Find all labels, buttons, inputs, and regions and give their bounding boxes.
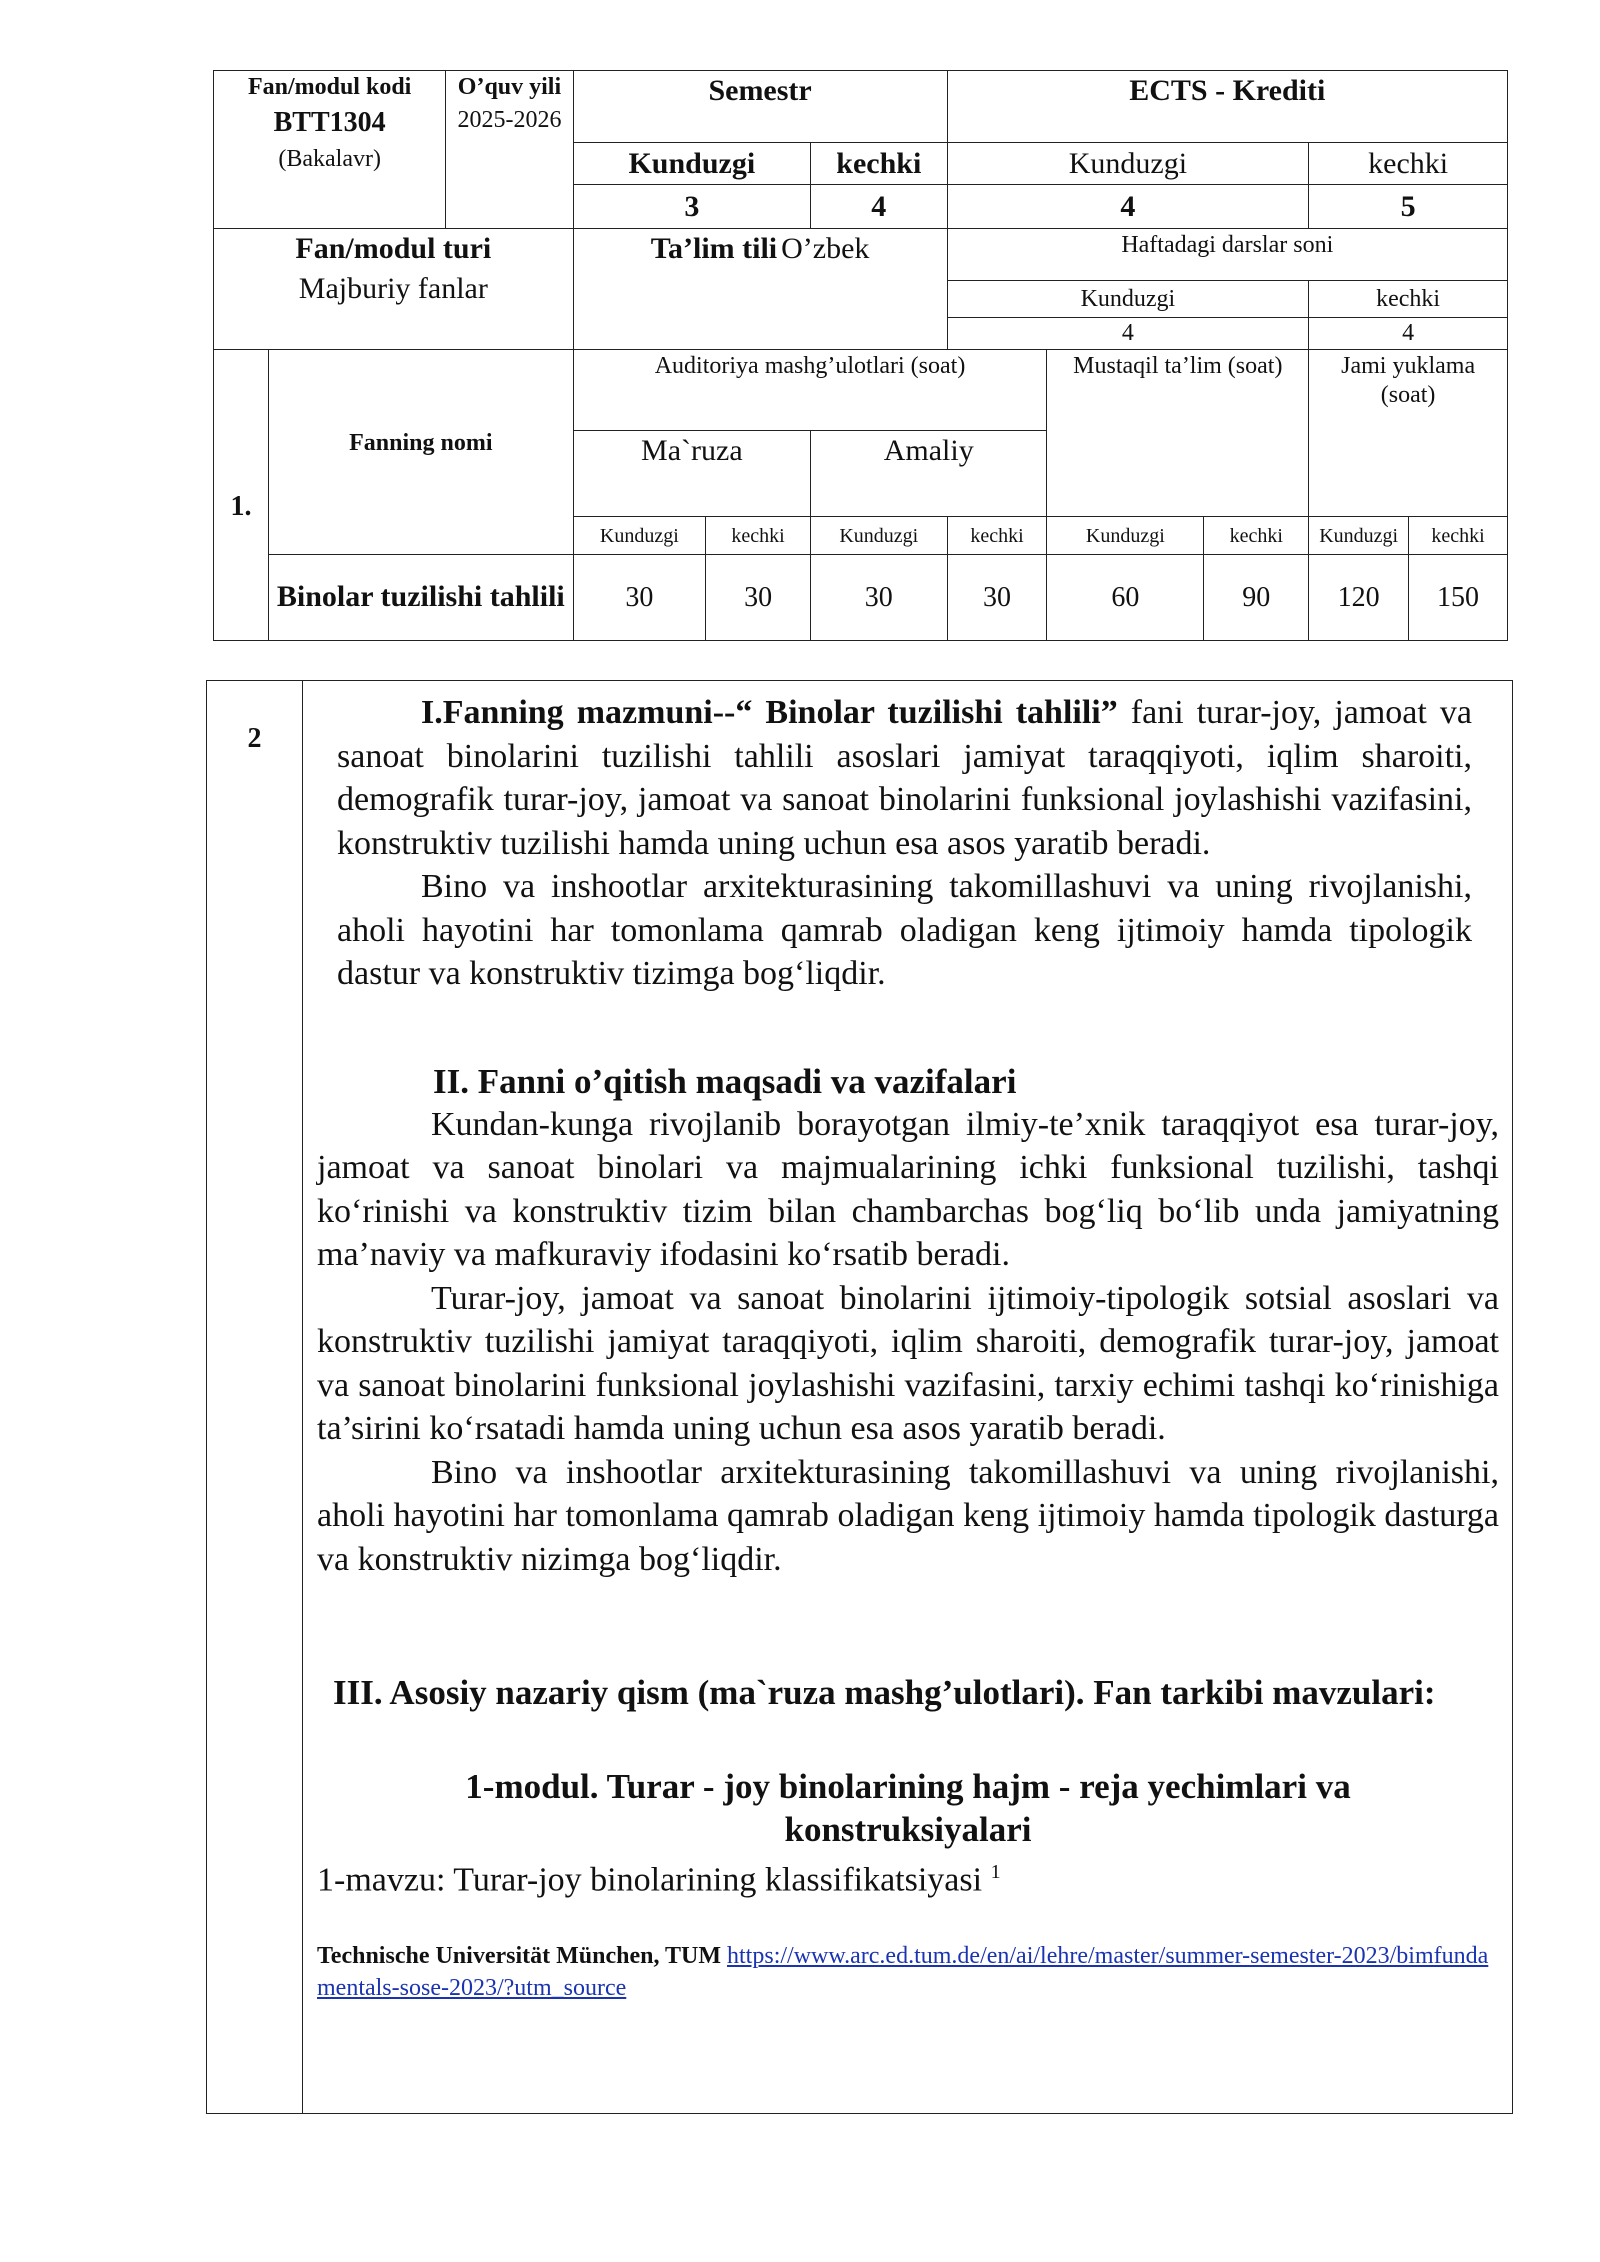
course-code-cell [214,71,446,229]
academic-year: 2025-2026 [457,106,562,133]
course-content-table [206,680,1513,2114]
total-day-label: Kunduzgi [1309,517,1409,555]
ects-evening-value: 5 [1309,185,1508,229]
subject-name: Binolar tuzilishi tahlili [269,555,574,641]
hours-practical-day: 30 [811,555,948,641]
module-type: Majburiy fanlar [298,272,488,305]
course-code-label: Fan/modul kodi [247,74,412,100]
hours-total-evening: 150 [1409,555,1508,641]
practical-evening-label: kechki [947,517,1047,555]
hours-practical-evening: 30 [947,555,1047,641]
section-1-title: I.Fanning mazmuni--“ Binolar tuzilishi tahlili” [421,694,1118,731]
ects-day-value: 4 [947,185,1309,229]
practical-day-label: Kunduzgi [811,517,948,555]
module-type-cell [214,229,574,350]
language-label: Ta’lim tili [650,232,778,265]
section-2-title: II. Fanni o’qitish maqsadi va vazifalari [433,1061,1017,1101]
hours-lecture-day: 30 [573,555,705,641]
section-1 [303,681,1512,996]
section-1-paragraph-2: Bino va inshootlar arxitekturasining takomillashuvi va uning rivojlanishi, aholi hayotini har tomonlama qamrab oladigan keng ijtimoiy hamda tipologik dastur va konstruktiv tizimga bog‘liqdir. [337,868,1472,992]
independent-evening-label: kechki [1204,517,1309,555]
course-level: (Bakalavr) [278,146,381,173]
row-number-2: 2 [207,681,303,2114]
ects-evening-label: kechki [1309,143,1508,185]
semester-evening-label: kechki [811,143,948,185]
academic-year-label: O’quv yili [457,74,562,100]
ects-day-label: Kunduzgi [947,143,1309,185]
total-load-label: Jami yuklama (soat) [1309,350,1508,517]
section-1-paragraph-1 [337,691,1472,865]
semester-day-label: Kunduzgi [573,143,810,185]
total-evening-label: kechki [1409,517,1508,555]
topic-title [317,1851,1499,1902]
footnote-mark: 1 [990,1861,1001,1883]
independent-study-label: Mustaqil ta’lim (soat) [1047,350,1309,517]
hours-total-day: 120 [1309,555,1409,641]
module-block [303,1765,1512,1902]
lecture-evening-label: kechki [706,517,811,555]
lecture-label: Ma`ruza [573,431,810,517]
footnote-link[interactable]: https://www.arc.ed.tum.de/en/ai/lehre/master/summer-semester-2023/bimfundamentals-sose-2023/?utm_source [317,1942,1489,2001]
weekly-evening-value: 4 [1309,318,1508,350]
section-2 [303,1060,1512,1582]
weekly-day-label: Kunduzgi [947,281,1309,318]
course-info-table [213,70,1508,641]
footnote [303,1940,1512,2004]
hours-independent-day: 60 [1047,555,1204,641]
hours-lecture-evening: 30 [706,555,811,641]
content-cell [303,681,1513,2114]
section-2-paragraph-1: Kundan-kunga rivojlanib borayotgan ilmiy-te’xnik taraqqiyot esa turar-joy, jamoat va sanoat binolari va majmualarining ichki funksional tuzilishi, tashqi ko‘rinishi va konstruktiv tizim bilan chambarchas bog‘liq bo‘lib unda jamiyatning ma’naviy va mafkuraviy ifodasini ko‘rsatib beradi. [317,1105,1499,1273]
section-2-paragraph-2: Turar-joy, jamoat va sanoat binolarini ijtimoiy-tipologik sotsial asoslari va konstruktiv tuzilishi jamiyat taraqqiyoti, iqlim sharoiti, demografik turar-joy, jamoat va sanoat binolarini funksional joylashishi vazifasini, tarxiy echimi tashqi ko‘rinishiga ta’sirini ko‘rsatadi hamda uning uchun esa asos yaratib beradi. [317,1279,1499,1447]
section-2-paragraph-3: Bino va inshootlar arxitekturasining takomillashuvi va uning rivojlanishi, aholi hayotini har tomonlama qamrab oladigan keng ijtimoiy hamda tipologik dasturga va konstruktiv nizimga bog‘liqdir. [317,1453,1499,1578]
practical-label: Amaliy [811,431,1047,517]
weekly-evening-label: kechki [1309,281,1508,318]
section-1-text: fani turar-joy, jamoat va sanoat binolarini tuzilishi tahlili asoslari jamiyat taraqqiyoti, iqlim sharoiti, demografik turar-joy, jamoat va sanoat binolarini funksional joylashishi vazifasini, konstruktiv tuzilishi hamda uning uchun esa asos yaratib beradi. [337,694,1472,862]
section-3 [303,1669,1512,1717]
hours-independent-evening: 90 [1204,555,1309,641]
auditorium-label: Auditoriya mashg’ulotlari (soat) [573,350,1047,431]
weekly-lessons-label: Haftadagi darslar soni [947,229,1507,281]
module-type-label: Fan/modul turi [295,232,492,265]
independent-day-label: Kunduzgi [1047,517,1204,555]
row-number-1: 1. [214,350,269,641]
topic-text: 1-mavzu: Turar-joy binolarining klassifikatsiyasi [317,1861,983,1899]
subject-name-label: Fanning nomi [269,350,574,555]
weekly-day-value: 4 [947,318,1309,350]
footnote-body [317,1940,1499,2004]
footnote-source: Technische Universität München, TUM [317,1942,722,1969]
lecture-day-label: Kunduzgi [573,517,705,555]
semester-evening-value: 4 [811,185,948,229]
language: O’zbek [781,232,870,265]
section-3-title: III. Asosiy nazariy qism (ma`ruza mashg’ulotlari). Fan tarkibi mavzulari: [333,1673,1436,1712]
semester-day-value: 3 [573,185,810,229]
academic-year-cell [446,71,573,229]
module-title: 1-modul. Turar - joy binolarining hajm - reja yechimlari va konstruksiyalari [465,1767,1351,1849]
course-code: BTT1304 [273,106,386,138]
language-cell [573,229,947,350]
semester-label: Semestr [573,71,947,143]
ects-label: ECTS - Krediti [947,71,1507,143]
